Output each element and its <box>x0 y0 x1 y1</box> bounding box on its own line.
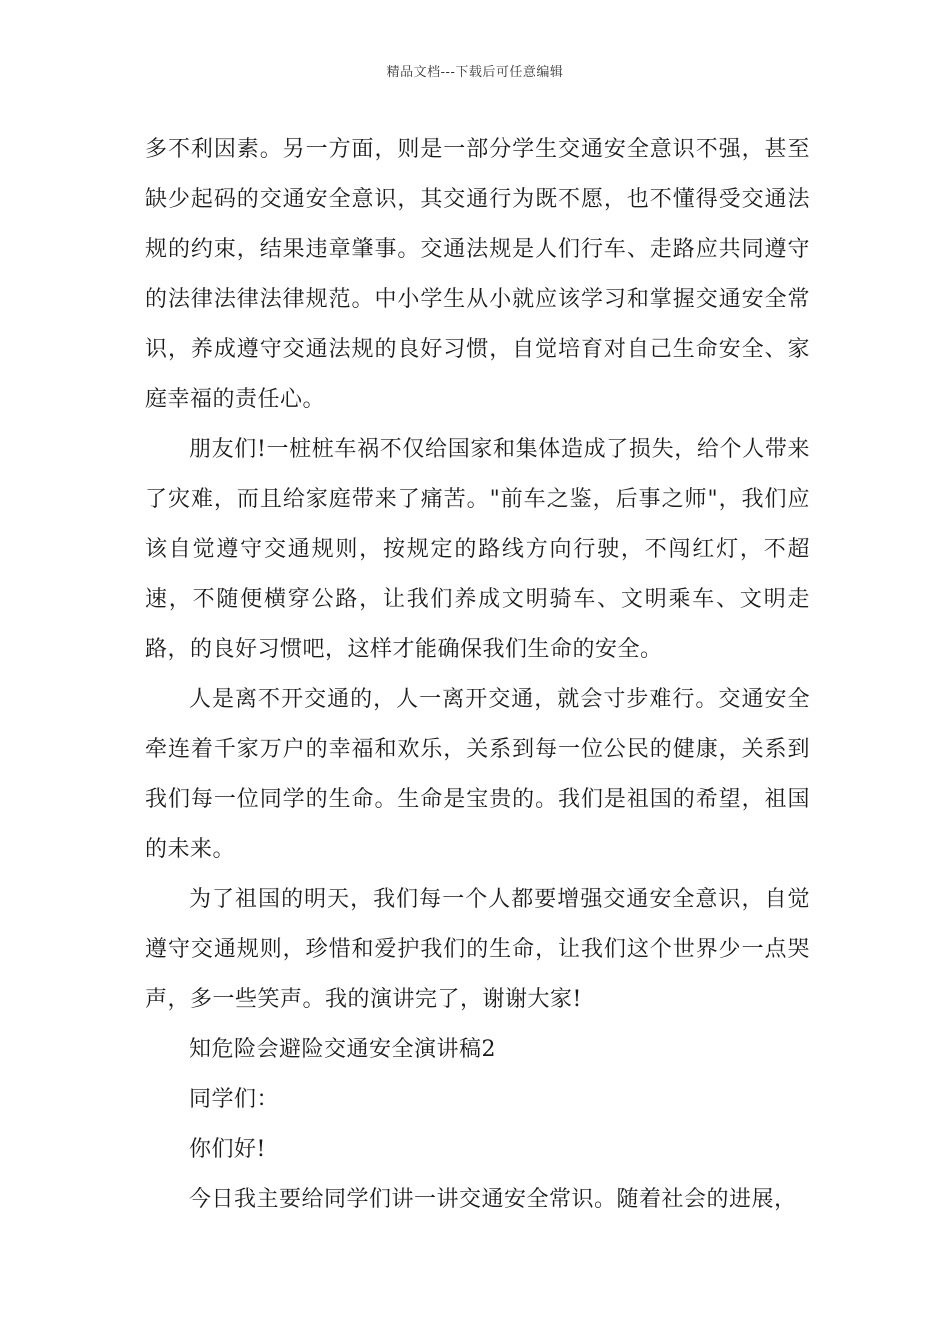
paragraph: 多不利因素。另一方面，则是一部分学生交通安全意识不强，甚至缺少起码的交通安全意识，其交通行为既不愿，也不懂得受交通法规的约束，结果违章肇事。交通法规是人们行车、走路应共同遵守的法律法律法律规范。中小学生从小就应该学习和掌握交通安全常识，养成遵守交通法规的良好习惯，自觉培育对自己生命安全、家庭幸福的责任心。 <box>145 137 810 412</box>
paragraph: 今日我主要给同学们讲一讲交通安全常识。随着社会的进展， <box>189 1187 797 1212</box>
salutation: 同学们： <box>189 1087 280 1112</box>
section-title: 知危险会避险交通安全演讲稿2 <box>189 1037 496 1062</box>
greeting: 你们好! <box>189 1137 266 1162</box>
running-header: 精品文档---下载后可任意编辑 <box>386 65 564 80</box>
paragraph: 为了祖国的明天，我们每一个人都要增强交通安全意识，自觉遵守交通规则，珍惜和爱护我们的生命，让我们这个世界少一点哭声，多一些笑声。我的演讲完了，谢谢大家! <box>145 887 810 1012</box>
paragraph: 人是离不开交通的，人一离开交通，就会寸步难行。交通安全牵连着千家万户的幸福和欢乐，关系到每一位公民的健康，关系到我们每一位同学的生命。生命是宝贵的。我们是祖国的希望，祖国的未来。 <box>145 687 810 862</box>
body-text <box>145 125 810 1225</box>
paragraph: 朋友们!一桩桩车祸不仅给国家和集体造成了损失，给个人带来了灾难，而且给家庭带来了痛苦。"前车之鉴，后事之师"，我们应该自觉遵守交通规则，按规定的路线方向行驶，不闯红灯，不超速，不随便横穿公路，让我们养成文明骑车、文明乘车、文明走路，的良好习惯吧，这样才能确保我们生命的安全。 <box>145 437 810 662</box>
